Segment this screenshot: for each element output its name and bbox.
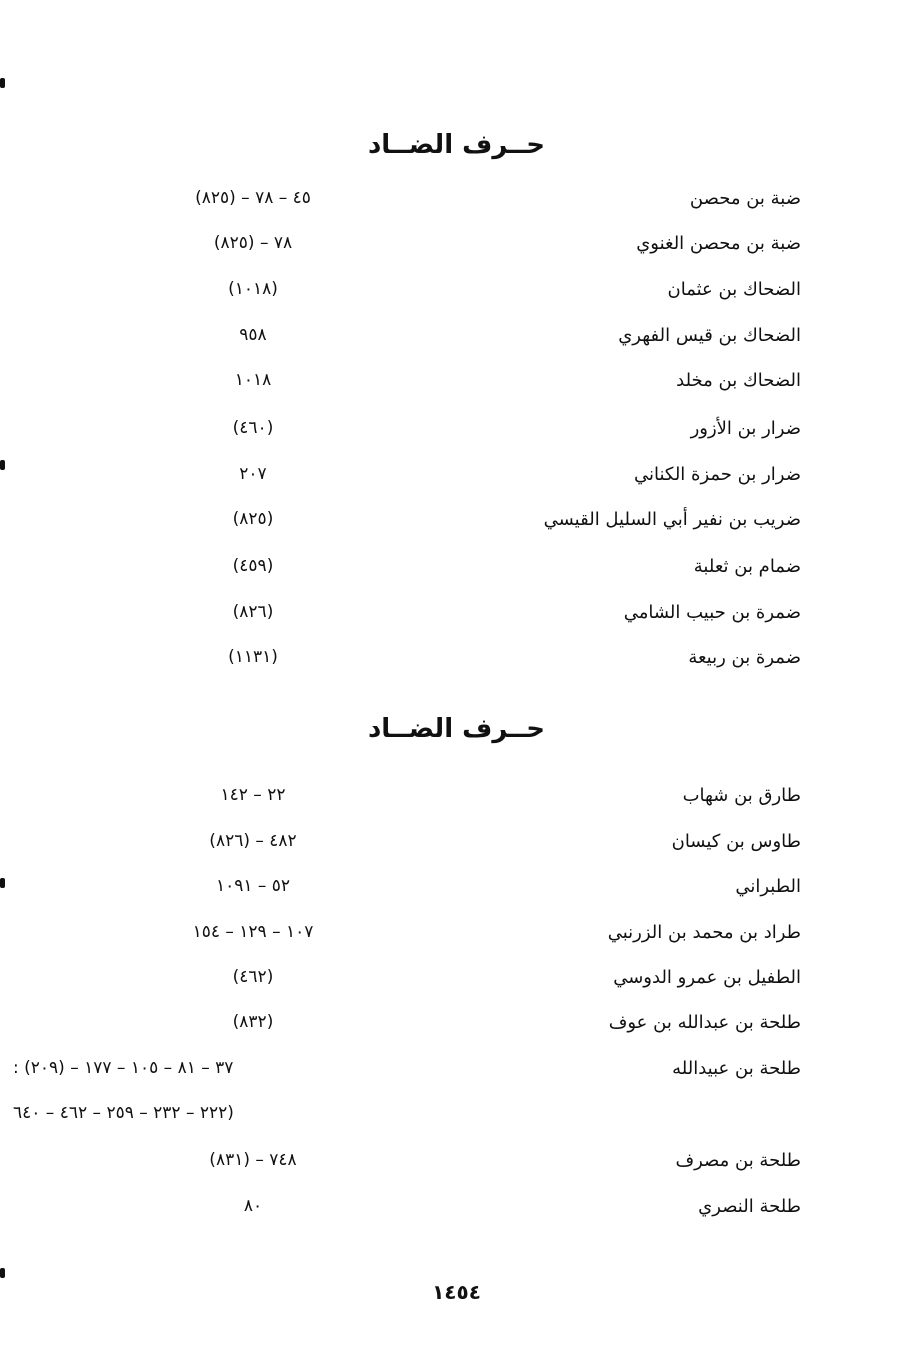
index-entry: [0, 602, 913, 632]
entry-name: طلحة بن عبيدالله: [672, 1058, 801, 1079]
entry-name: طارق بن شهاب: [682, 785, 801, 806]
index-entry: [0, 464, 913, 494]
index-entry-continuation: [0, 1103, 913, 1133]
index-entry: [0, 1196, 913, 1226]
entry-name: طراد بن محمد بن الزرنبي: [607, 922, 801, 943]
entry-name: طلحة بن عبدالله بن عوف: [608, 1012, 801, 1033]
index-entry: [0, 325, 913, 355]
section-title-dad: حــرف الضــاد: [367, 130, 546, 160]
index-entry: [0, 922, 913, 952]
index-entry: [0, 1150, 913, 1180]
entry-page-refs: ٨٠: [243, 1196, 263, 1216]
entry-page-refs: (٤٦٠): [232, 418, 274, 438]
margin-mark: [0, 78, 5, 88]
entry-name: طاوس بن كيسان: [671, 831, 801, 852]
index-entry: [0, 370, 913, 400]
entry-page-refs: ٧٤٨ – (٨٣١): [209, 1150, 297, 1170]
entry-page-refs: ٩٥٨: [239, 325, 267, 345]
entry-page-refs: (٨٢٥): [232, 509, 274, 529]
index-entry: [0, 1058, 913, 1088]
entry-page-refs: (٨٢٦): [232, 602, 274, 622]
entry-name: طلحة بن مصرف: [675, 1150, 801, 1171]
index-entry: [0, 233, 913, 263]
index-entry: [0, 647, 913, 677]
entry-page-refs: (١٠١٨): [228, 279, 278, 299]
entry-name: ضمرة بن ربيعة: [688, 647, 801, 668]
entry-name: الطفيل بن عمرو الدوسي: [613, 967, 801, 988]
entry-name: ضرار بن الأزور: [690, 418, 801, 439]
section-title-second: حــرف الضــاد: [367, 714, 546, 744]
page-number: ١٤٥٤: [432, 1280, 481, 1304]
entry-page-refs: ٢٠٧: [239, 464, 267, 484]
entry-page-refs: (٤٥٩): [232, 556, 274, 576]
index-entry: [0, 1012, 913, 1042]
entry-page-refs: ٥٢ – ١٠٩١: [215, 876, 291, 896]
entry-name: الضحاك بن عثمان: [667, 279, 801, 300]
entry-name: الطبراني: [735, 876, 801, 897]
entry-page-refs: ٤٥ – ٧٨ – (٨٢٥): [195, 188, 311, 208]
index-entry: [0, 556, 913, 586]
entry-name: طلحة النصري: [698, 1196, 801, 1217]
entry-name: ضريب بن نفير أبي السليل القيسي: [543, 509, 801, 530]
index-entry: [0, 509, 913, 539]
entry-name: ضمام بن ثعلبة: [693, 556, 801, 577]
entry-name: ضرار بن حمزة الكناني: [633, 464, 801, 485]
entry-name: ضمرة بن حبيب الشامي: [623, 602, 801, 623]
entry-page-refs: ٧٨ – (٨٢٥): [213, 233, 293, 253]
index-entry: [0, 876, 913, 906]
index-entry: [0, 279, 913, 309]
index-entry: [0, 188, 913, 218]
entry-page-refs: (١١٣١): [228, 647, 278, 667]
index-entry: [0, 785, 913, 815]
entry-page-refs: ٤٨٢ – (٨٢٦): [209, 831, 297, 851]
margin-mark: [0, 1268, 5, 1278]
entry-page-refs: ١٠١٨: [234, 370, 272, 390]
entry-page-refs: ١٠٧ – ١٢٩ – ١٥٤: [192, 922, 314, 942]
entry-page-refs: (٨٣٢): [232, 1012, 274, 1032]
entry-page-refs: ٣٧ – ٨١ – ١٠٥ – ١٧٧ – (٢٠٩) :: [13, 1058, 234, 1078]
entry-name: ضبة بن محصن: [689, 188, 801, 209]
entry-name: ضبة بن محصن الغنوي: [636, 233, 801, 254]
entry-name: الضحاك بن مخلد: [676, 370, 801, 391]
entry-page-refs: (٤٦٢): [232, 967, 274, 987]
entry-page-refs: (٢٢٢ – ٢٣٢ – ٢٥٩ – ٤٦٢ – ٦٤٠: [13, 1103, 234, 1123]
index-entry: [0, 831, 913, 861]
entry-page-refs: ٢٢ – ١٤٢: [220, 785, 286, 805]
index-entry: [0, 967, 913, 997]
index-entry: [0, 418, 913, 448]
entry-name: الضحاك بن قيس الفهري: [618, 325, 801, 346]
